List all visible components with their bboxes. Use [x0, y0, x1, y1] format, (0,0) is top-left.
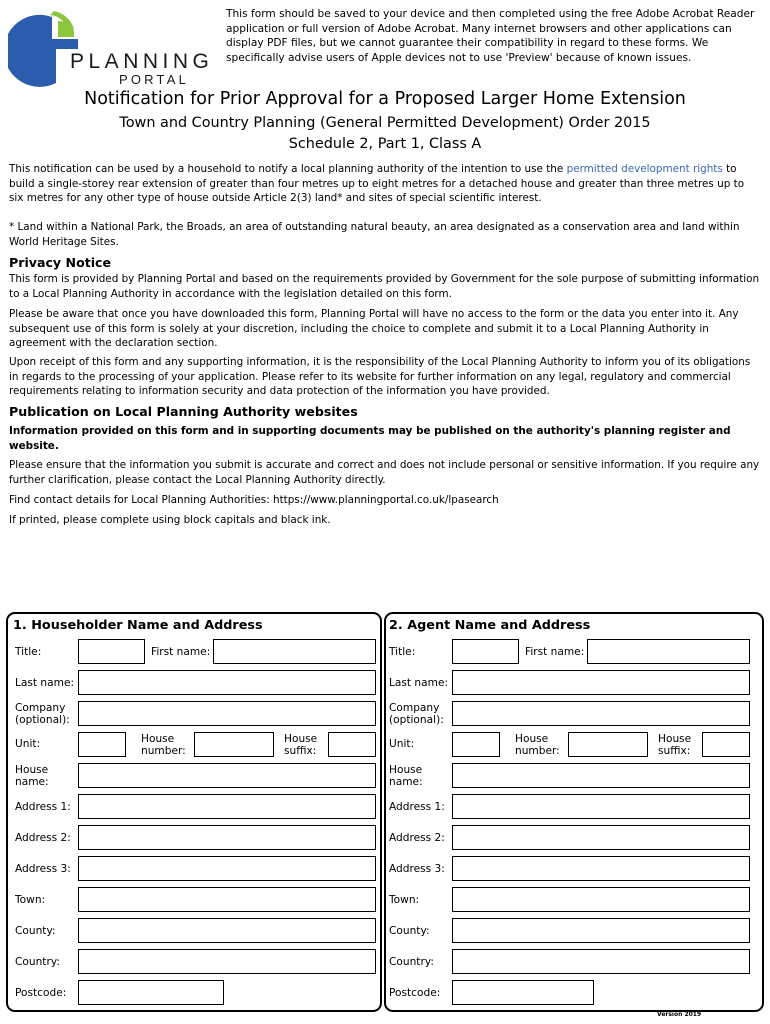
agent-country-input[interactable] — [452, 949, 750, 974]
last-name-label: Last name: — [15, 677, 75, 689]
householder-address3-input[interactable] — [78, 856, 376, 881]
householder-panel — [6, 612, 382, 1012]
agent-postcode-input[interactable] — [452, 980, 594, 1005]
form-subtitle: Town and Country Planning (General Permitted Development) Order 2015 — [119, 115, 651, 131]
logo-word-planning: PLANNING — [70, 50, 214, 73]
agent-panel-title: 2. Agent Name and Address — [389, 618, 591, 633]
house-number-label-2: number: — [515, 745, 560, 757]
householder-title-input[interactable] — [78, 639, 145, 664]
address3-label: Address 3: — [389, 863, 445, 875]
householder-unit-input[interactable] — [78, 732, 126, 757]
house-suffix-label-1: House — [284, 733, 318, 745]
householder-first-name-input[interactable] — [213, 639, 376, 664]
form-title: Notification for Prior Approval for a Proposed Larger Home Extension — [84, 89, 686, 109]
company-label: Company — [15, 702, 66, 714]
title-label: Title: — [15, 646, 42, 658]
agent-house-name-input[interactable] — [452, 763, 750, 788]
house-name-label-1: House — [15, 764, 49, 776]
intro-paragraph: This notification can be used by a household to notify a local planning authority of the intention to use the permitted development rights to build a single-storey rear extension of greater than four metres up to eight metres for a detached house and greater than three metres up to six metres for any other type of house outside Article 2(3) land* and sites of special scientific interest. — [9, 163, 745, 204]
publication-bold-notice: Information provided on this form and in supporting documents may be published on the authority's planning register and website. — [9, 425, 731, 452]
householder-panel-title: 1. Householder Name and Address — [13, 618, 263, 633]
agent-address3-input[interactable] — [452, 856, 750, 881]
town-label: Town: — [389, 894, 420, 906]
agent-county-input[interactable] — [452, 918, 750, 943]
software-notice: This form should be saved to your device and then completed using the free Adobe Acrobat Reader application or full version of Adobe Acrobat. Many internet browsers and other applications can display PDF files, but we cannot guarantee their compatibility in regard to these forms. We specifically advise users of Apple devices not to use 'Preview' because of known issues. — [226, 8, 755, 64]
privacy-paragraph-3: Upon receipt of this form and any supporting information, it is the responsibility of the Local Planning Authority to inform you of its obligations in regards to the processing of your application. Please refer to its website for further information on any legal, regulatory and commercial requirements relating to information security and data protection of the information you have provided. — [9, 356, 751, 397]
privacy-heading: Privacy Notice — [9, 255, 112, 270]
publication-paragraph-1: Please ensure that the information you submit is accurate and correct and does not include personal or sensitive information. If you require any further clarification, please contact the Local Planning Authority directly. — [9, 459, 760, 486]
house-suffix-label-2: suffix: — [284, 745, 317, 757]
address1-label: Address 1: — [15, 801, 71, 813]
address3-label: Address 3: — [15, 863, 71, 875]
house-name-label-1: House — [389, 764, 423, 776]
last-name-label: Last name: — [389, 677, 449, 689]
house-number-label-1: House — [515, 733, 549, 745]
footnote: * Land within a National Park, the Broads, an area of outstanding natural beauty, an area designated as a conservation area and land within World Heritage Sites. — [9, 221, 740, 248]
householder-house-number-input[interactable] — [194, 732, 274, 757]
privacy-paragraph-2: Please be aware that once you have downloaded this form, Planning Portal will have no access to the form or the data you enter into it. Any subsequent use of this form is solely at your discretion, including the choice to complete and submit it to a Local Planning Authority in agreement with the declaration section. — [9, 308, 739, 349]
address2-label: Address 2: — [15, 832, 71, 844]
lpa-contact-details: Find contact details for Local Planning Authorities: https://www.planningportal.co.uk/lpasearch — [9, 494, 499, 506]
country-label: Country: — [15, 956, 60, 968]
agent-last-name-input[interactable] — [452, 670, 750, 695]
agent-house-suffix-input[interactable] — [702, 732, 750, 757]
company-optional-label: (optional): — [15, 714, 70, 726]
householder-house-suffix-input[interactable] — [328, 732, 376, 757]
logo-word-portal: PORTAL — [119, 72, 190, 87]
agent-first-name-input[interactable] — [587, 639, 750, 664]
address2-label: Address 2: — [389, 832, 445, 844]
first-name-label: First name: — [151, 646, 211, 658]
agent-panel — [384, 612, 764, 1012]
postcode-label: Postcode: — [389, 987, 441, 999]
house-number-label-1: House — [141, 733, 175, 745]
householder-house-name-input[interactable] — [78, 763, 376, 788]
company-label: Company — [389, 702, 440, 714]
house-name-label-2: name: — [15, 776, 49, 788]
town-label: Town: — [15, 894, 46, 906]
agent-town-input[interactable] — [452, 887, 750, 912]
house-name-label-2: name: — [389, 776, 423, 788]
house-number-label-2: number: — [141, 745, 186, 757]
agent-unit-input[interactable] — [452, 732, 500, 757]
householder-address2-input[interactable] — [78, 825, 376, 850]
print-instructions: If printed, please complete using block capitals and black ink. — [9, 514, 331, 526]
householder-last-name-input[interactable] — [78, 670, 376, 695]
agent-house-number-input[interactable] — [568, 732, 648, 757]
agent-address1-input[interactable] — [452, 794, 750, 819]
planning-portal-logo — [8, 9, 214, 89]
logo-mark-icon — [8, 9, 78, 89]
householder-address1-input[interactable] — [78, 794, 376, 819]
unit-label: Unit: — [15, 738, 41, 750]
postcode-label: Postcode: — [15, 987, 67, 999]
company-optional-label: (optional): — [389, 714, 444, 726]
privacy-paragraph-1: This form is provided by Planning Portal and based on the requirements provided by Government for the sole purpose of submitting information to a Local Planning Authority in accordance with the legislation detailed on this form. — [9, 273, 760, 300]
house-suffix-label-1: House — [658, 733, 692, 745]
country-label: Country: — [389, 956, 434, 968]
county-label: County: — [15, 925, 56, 937]
agent-address2-input[interactable] — [452, 825, 750, 850]
householder-town-input[interactable] — [78, 887, 376, 912]
version-label: Version 2019 — [657, 1011, 702, 1018]
agent-title-input[interactable] — [452, 639, 519, 664]
householder-country-input[interactable] — [78, 949, 376, 974]
county-label: County: — [389, 925, 430, 937]
title-label: Title: — [389, 646, 416, 658]
first-name-label: First name: — [525, 646, 585, 658]
permitted-development-link[interactable]: permitted development rights — [566, 163, 723, 175]
address1-label: Address 1: — [389, 801, 445, 813]
unit-label: Unit: — [389, 738, 415, 750]
house-suffix-label-2: suffix: — [658, 745, 691, 757]
householder-company-input[interactable] — [78, 701, 376, 726]
agent-company-input[interactable] — [452, 701, 750, 726]
publication-heading: Publication on Local Planning Authority websites — [9, 404, 358, 419]
householder-postcode-input[interactable] — [78, 980, 224, 1005]
form-schedule: Schedule 2, Part 1, Class A — [288, 136, 482, 152]
householder-county-input[interactable] — [78, 918, 376, 943]
